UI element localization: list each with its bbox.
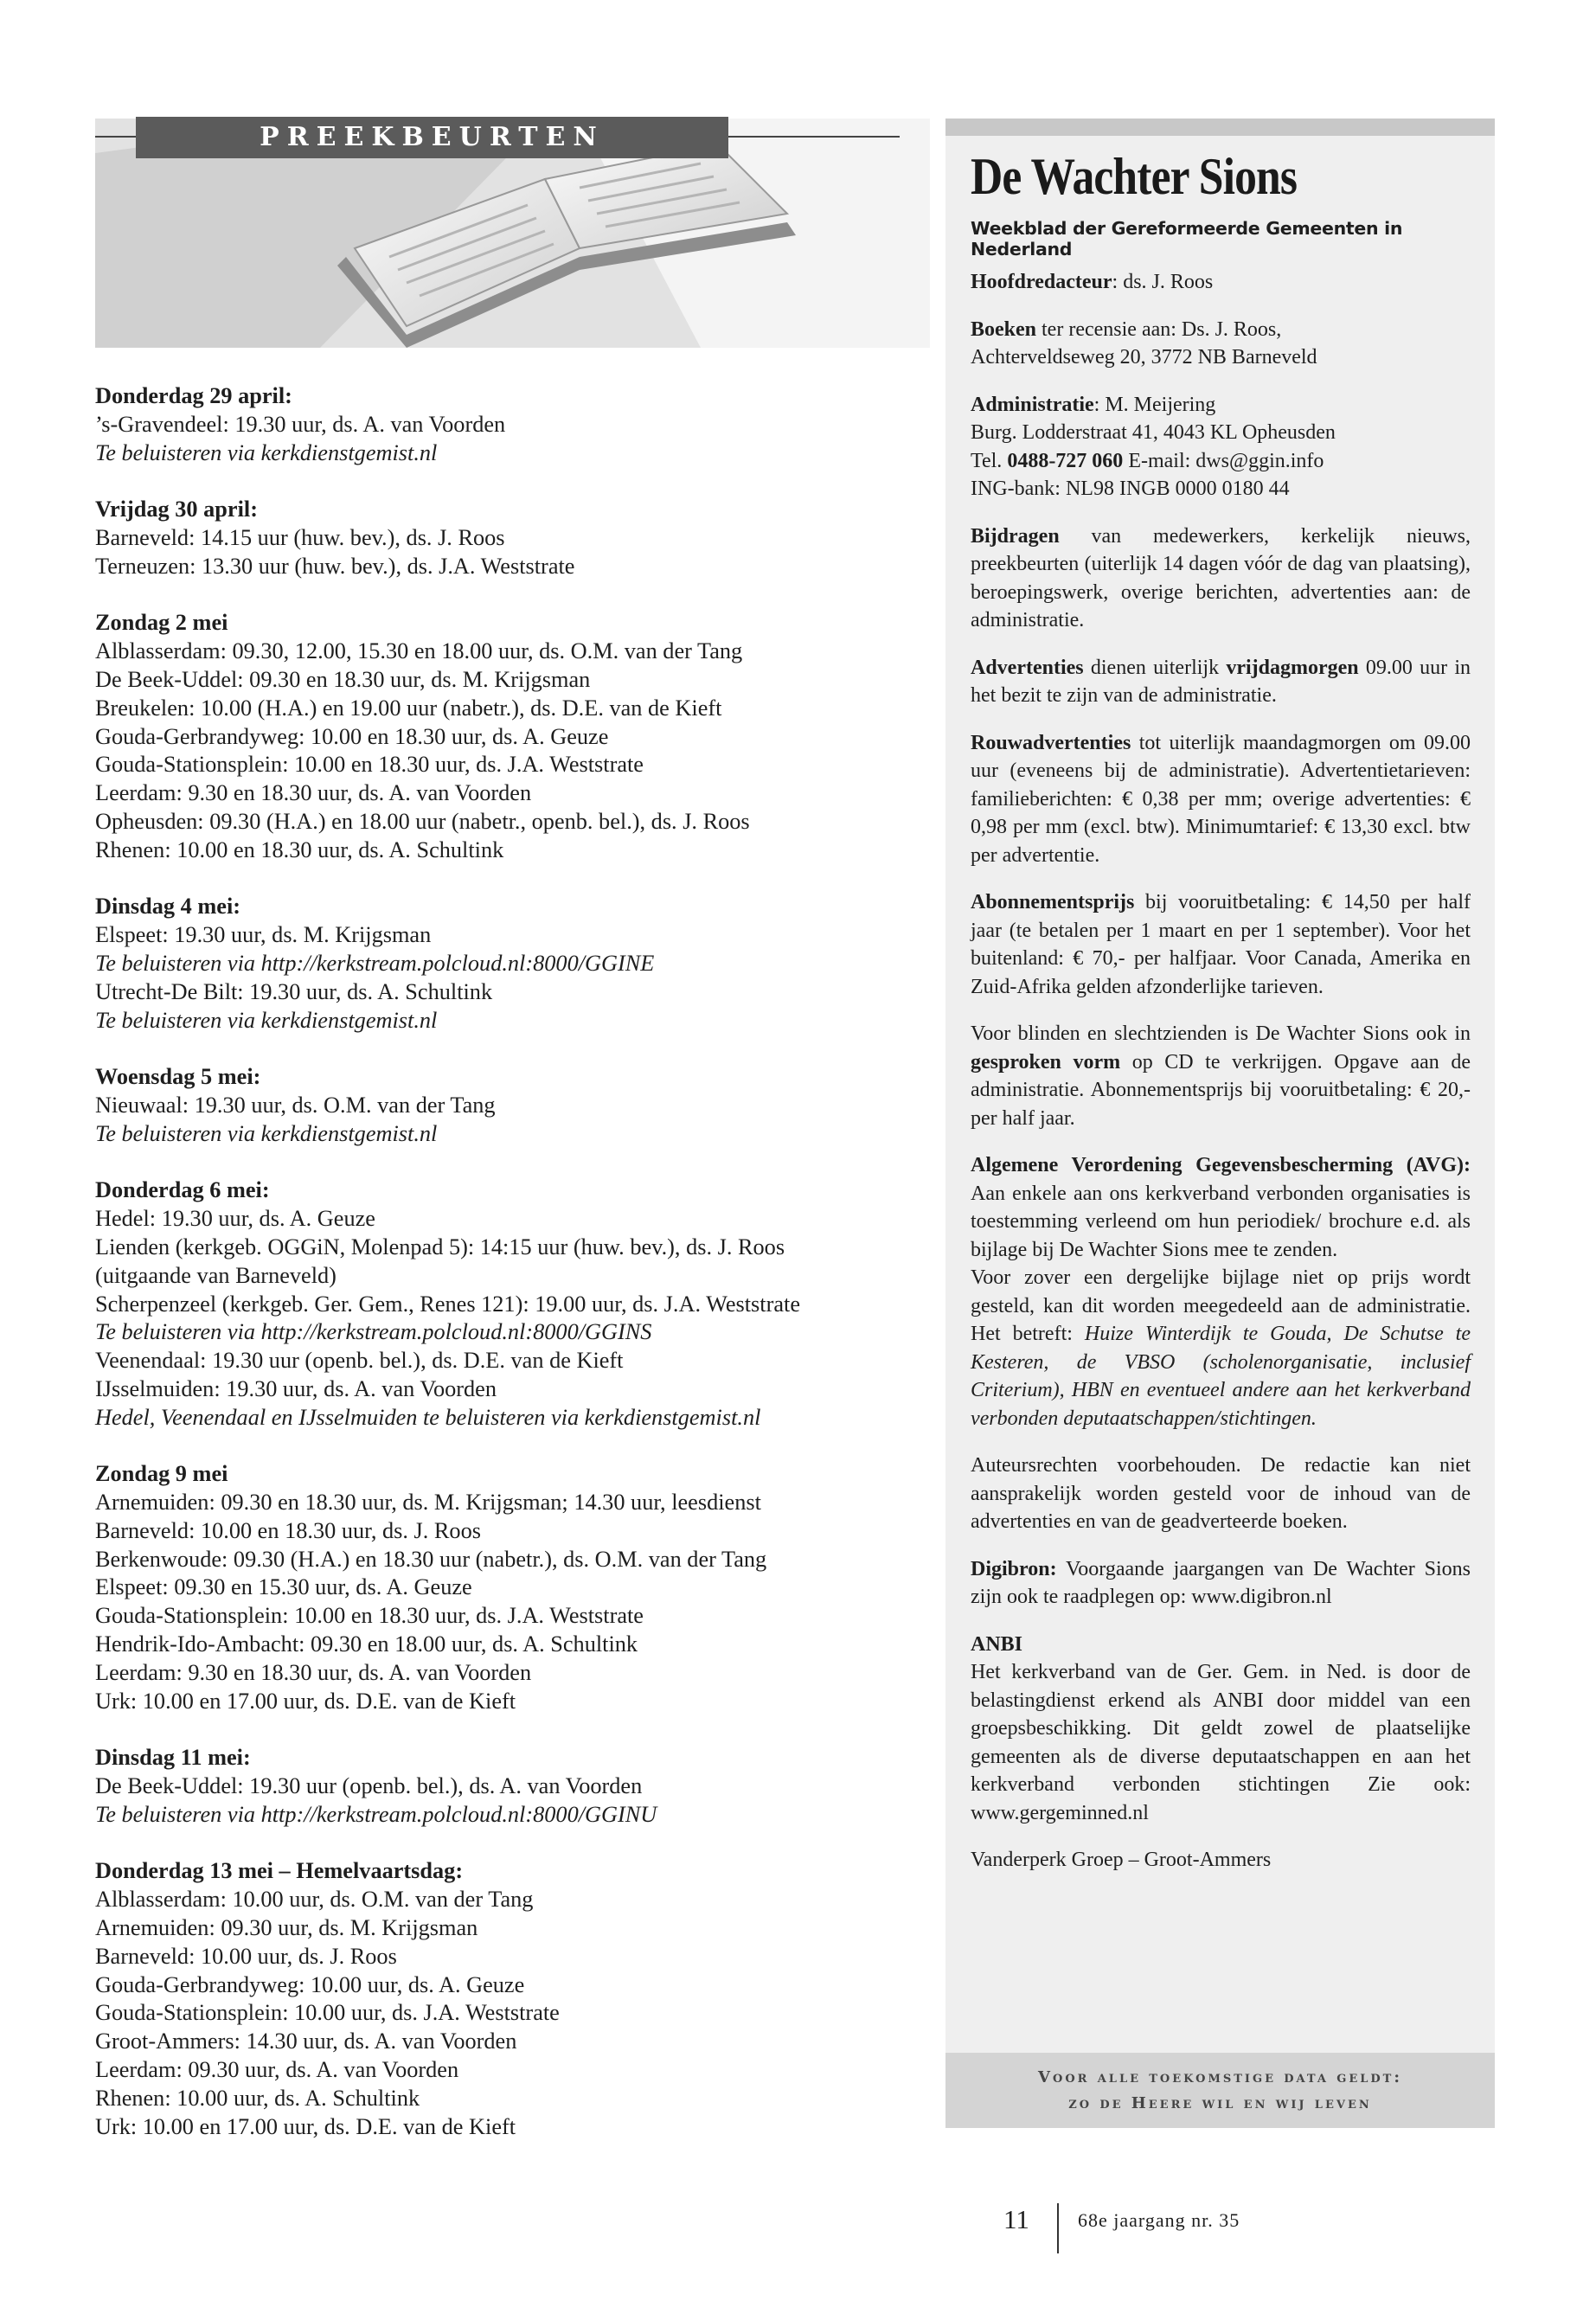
ads-label: Advertenties xyxy=(971,656,1084,679)
gdpr-label: Algemene Verordening Gegevensbescherming (AVG): xyxy=(971,1154,1471,1176)
preaching-schedule xyxy=(95,382,926,2170)
anbi-label: ANBI xyxy=(971,1632,1023,1656)
blind-bold: gesproken vorm xyxy=(971,1050,1121,1074)
editor-block xyxy=(971,268,1471,297)
day-heading: Donderdag 6 mei: xyxy=(95,1177,270,1203)
subscription-block xyxy=(971,888,1471,1001)
admin-label: Administratie xyxy=(971,393,1094,416)
schedule-day xyxy=(95,496,926,580)
day-heading: Vrijdag 30 april: xyxy=(95,497,258,522)
day-heading: Woensdag 5 mei: xyxy=(95,1064,261,1090)
schedule-day xyxy=(95,1744,926,1829)
service-entry: Gouda-Stationsplein: 10.00 uur, ds. J.A. Weststrate xyxy=(95,2000,560,2026)
service-entry: De Beek-Uddel: 19.30 uur (openb. bel.), ds. A. van Voorden xyxy=(95,1773,643,1799)
service-entry: Berkenwoude: 09.30 (H.A.) en 18.30 uur (nabetr.), ds. O.M. van der Tang xyxy=(95,1546,767,1572)
service-entry: Hedel: 19.30 uur, ds. A. Geuze xyxy=(95,1206,375,1232)
books-label: Boeken xyxy=(971,317,1037,341)
service-entry: IJsselmuiden: 19.30 uur, ds. A. van Voorden xyxy=(95,1375,497,1401)
day-heading: Zondag 2 mei xyxy=(95,610,228,636)
page-number: 11 xyxy=(1003,2204,1029,2234)
service-entry: De Beek-Uddel: 09.30 en 18.30 uur, ds. M. Krijgsman xyxy=(95,666,591,692)
schedule-day xyxy=(95,1176,926,1432)
broadcast-note: Te beluisteren via http://kerkstream.polcloud.nl:8000/GGINS xyxy=(95,1319,652,1345)
service-entry: Alblasserdam: 09.30, 12.00, 15.30 en 18.00 uur, ds. O.M. van der Tang xyxy=(95,638,743,664)
service-entry: Rhenen: 10.00 uur, ds. A. Schultink xyxy=(95,2085,420,2111)
service-entry: Elspeet: 19.30 uur, ds. M. Krijgsman xyxy=(95,922,432,948)
contrib-text: van medewerkers, kerkelijk nieuws, preekbeurten (uiterlijk 14 dagen vóór de dag van plaatsing), beroepingswerk, overige berichten, advertenties aan: de administratie. xyxy=(971,524,1471,631)
service-entry: Gouda-Gerbrandyweg: 10.00 uur, ds. A. Geuze xyxy=(95,1971,525,1997)
administration-block xyxy=(971,391,1471,503)
schedule-day xyxy=(95,609,926,864)
gdpr-text: Aan enkele aan ons kerkverband verbonden organisaties is toestemming verleend om hun periodiek/ brochure e.d. als bijlage bij De Wachter Sions mee te zenden. xyxy=(971,1182,1471,1261)
schedule-day xyxy=(95,893,926,1035)
copyright-text: Auteursrechten voorbehouden. De redactie kan niet aansprakelijk worden gesteld voor de inhoud van de advertenties en van de geadverteerde boeken. xyxy=(971,1454,1471,1533)
service-entry: Leerdam: 9.30 en 18.30 uur, ds. A. van Voorden xyxy=(95,1659,532,1685)
broadcast-note: Te beluisteren via kerkdienstgemist.nl xyxy=(95,439,438,465)
anbi-block xyxy=(971,1631,1471,1828)
service-entry: Barneveld: 10.00 uur, ds. J. Roos xyxy=(95,1943,397,1969)
service-entry: Urk: 10.00 en 17.00 uur, ds. D.E. van de Kieft xyxy=(95,2113,516,2139)
editor-value: : ds. J. Roos xyxy=(1112,271,1214,293)
books-text: ter recensie aan: Ds. J. Roos, xyxy=(1036,317,1282,341)
audio-edition-block xyxy=(971,1020,1471,1132)
service-entry: ’s-Gravendeel: 19.30 uur, ds. A. van Voorden xyxy=(95,411,506,437)
schedule-day xyxy=(95,1063,926,1148)
service-entry: Gouda-Stationsplein: 10.00 en 18.30 uur, ds. J.A. Weststrate xyxy=(95,752,644,778)
service-entry: Groot-Ammers: 14.30 uur, ds. A. van Voorden xyxy=(95,2029,517,2054)
admin-tel: 0488-727 060 xyxy=(1007,449,1124,472)
masthead-title: De Wachter Sions xyxy=(971,148,1298,205)
service-entry: Alblasserdam: 10.00 uur, ds. O.M. van der Tang xyxy=(95,1887,534,1913)
schedule-day xyxy=(95,1857,926,2141)
books-block xyxy=(971,316,1471,372)
closing-line-1: Voor alle toekomstige data geldt: xyxy=(1038,2068,1402,2086)
blind-text-2: op CD te verkrijgen. Opgave aan de administratie. Abonnementsprijs bij vooruitbetaling: € 20,- per half jaar. xyxy=(971,1050,1471,1130)
gdpr-block xyxy=(971,1151,1471,1433)
mourning-text: tot uiterlijk maandagmorgen om 09.00 uur (eveneens bij de administratie). Advertentietarieven: familieberichten: € 0,38 per mm; overige advertenties: € 0,98 per mm (excl. btw). Minimumtarief: € 13,30 excl. btw per advertentie. xyxy=(971,731,1471,867)
section-banner: PREEKBEURTEN xyxy=(136,117,728,158)
service-entry: Barneveld: 10.00 en 18.30 uur, ds. J. Roos xyxy=(95,1517,481,1543)
gdpr-organisations: Huize Winterdijk te Gouda, De Schutse te Kesteren, de VBSO (scholenorganisatie, inclusief Criterium), HBN en eventueel andere aan het kerkverband verbonden deputaatschappen/stichtingen. xyxy=(971,1323,1471,1430)
service-entry: Lienden (kerkgeb. OGGiN, Molenpad 5): 14:15 uur (huw. bev.), ds. J. Roos xyxy=(95,1234,785,1259)
day-heading: Zondag 9 mei xyxy=(95,1461,228,1487)
masthead-subtitle: Weekblad der Gereformeerde Gemeenten in Nederland xyxy=(971,218,1403,260)
closing-motto xyxy=(945,2053,1495,2128)
admin-email: E-mail: dws@ggin.info xyxy=(1123,449,1324,472)
contributions-block xyxy=(971,522,1471,635)
day-heading: Donderdag 29 april: xyxy=(95,383,292,408)
service-entry: Veenendaal: 19.30 uur (openb. bel.), ds. D.E. van de Kieft xyxy=(95,1348,624,1374)
service-entry: Barneveld: 14.15 uur (huw. bev.), ds. J. Roos xyxy=(95,524,505,550)
service-entry: Hendrik-Ido-Ambacht: 09.30 en 18.00 uur, ds. A. Schultink xyxy=(95,1631,638,1657)
subscription-label: Abonnementsprijs xyxy=(971,891,1135,913)
service-entry: Arnemuiden: 09.30 en 18.30 uur, ds. M. Krijgsman; 14.30 uur, leesdienst xyxy=(95,1490,761,1516)
ads-text-2: 09.00 uur in het bezit te zijn van de administratie. xyxy=(971,656,1471,707)
editor-label: Hoofdredacteur xyxy=(971,271,1112,293)
printer-text: Vanderperk Groep – Groot-Ammers xyxy=(971,1849,1272,1871)
ads-deadline: vrijdagmorgen xyxy=(1226,656,1359,679)
volume-info: 68e jaargang nr. 35 xyxy=(1078,2209,1240,2231)
day-heading: Dinsdag 4 mei: xyxy=(95,894,241,920)
admin-tel-prefix: Tel. xyxy=(971,449,1008,472)
admin-name: : M. Meijering xyxy=(1093,393,1216,416)
broadcast-note: Te beluisteren via kerkdienstgemist.nl xyxy=(95,1120,438,1146)
ads-text-1: dienen uiterlijk xyxy=(1083,656,1227,679)
admin-address: Burg. Lodderstraat 41, 4043 KL Opheusden xyxy=(971,421,1336,444)
service-entry: (uitgaande van Barneveld) xyxy=(95,1262,337,1288)
copyright-block xyxy=(971,1452,1471,1536)
digibron-label: Digibron: xyxy=(971,1557,1057,1580)
digibron-text: Voorgaande jaargangen van De Wachter Sions zijn ook te raadplegen op: www.digibron.nl xyxy=(971,1557,1471,1608)
service-entry: Nieuwaal: 19.30 uur, ds. O.M. van der Tang xyxy=(95,1092,496,1118)
service-entry: Leerdam: 09.30 uur, ds. A. van Voorden xyxy=(95,2057,459,2083)
broadcast-note: Hedel, Veenendaal en IJsselmuiden te beluisteren via kerkdienstgemist.nl xyxy=(95,1404,761,1430)
service-entry: Urk: 10.00 en 17.00 uur, ds. D.E. van de Kieft xyxy=(95,1688,516,1714)
panel-top-bar xyxy=(945,119,1495,136)
schedule-day xyxy=(95,1460,926,1715)
broadcast-note: Te beluisteren via http://kerkstream.polcloud.nl:8000/GGINE xyxy=(95,950,655,976)
service-entry: Rhenen: 10.00 en 18.30 uur, ds. A. Schultink xyxy=(95,836,504,862)
service-entry: Gouda-Gerbrandyweg: 10.00 en 18.30 uur, ds. A. Geuze xyxy=(95,723,609,749)
service-entry: Elspeet: 09.30 en 15.30 uur, ds. A. Geuze xyxy=(95,1574,472,1600)
broadcast-note: Te beluisteren via http://kerkstream.polcloud.nl:8000/GGINU xyxy=(95,1801,657,1827)
day-heading: Dinsdag 11 mei: xyxy=(95,1745,251,1771)
footer-rule xyxy=(1057,2203,1059,2253)
service-entry: Gouda-Stationsplein: 10.00 en 18.30 uur, ds. J.A. Weststrate xyxy=(95,1603,644,1629)
service-entry: Utrecht-De Bilt: 19.30 uur, ds. A. Schultink xyxy=(95,978,493,1004)
colophon xyxy=(971,268,1471,1894)
service-entry: Scherpenzeel (kerkgeb. Ger. Gem., Renes 121): 19.00 uur, ds. J.A. Weststrate xyxy=(95,1291,800,1317)
mourning-label: Rouwadvertenties xyxy=(971,731,1131,754)
admin-bank: ING-bank: NL98 INGB 0000 0180 44 xyxy=(971,478,1290,500)
contrib-label: Bijdragen xyxy=(971,524,1060,548)
digibron-block xyxy=(971,1555,1471,1612)
gdpr-text-2: Voor zover een dergelijke bijlage niet op prijs wordt gesteld, kan dit worden meegedeeld aan de administratie. Het betreft: xyxy=(971,1266,1471,1345)
mourning-ads-block xyxy=(971,729,1471,870)
service-entry: Terneuzen: 13.30 uur (huw. bev.), ds. J.A. Weststrate xyxy=(95,553,575,579)
printer-block xyxy=(971,1846,1471,1875)
anbi-text: Het kerkverband van de Ger. Gem. in Ned. is door de belastingdienst erkend als ANBI door middel van een groepsbeschikking. Dit geldt zowel de plaatselijke gemeenten als de diverse deputaatschappen en aan het kerkverband verbonden stichtingen Zie ook: www.gergeminned.nl xyxy=(971,1661,1471,1824)
closing-line-2: zo de Heere wil en wij leven xyxy=(1068,2094,1372,2112)
broadcast-note: Te beluisteren via kerkdienstgemist.nl xyxy=(95,1007,438,1033)
blind-text-1: Voor blinden en slechtzienden is De Wachter Sions ook in xyxy=(971,1022,1471,1045)
service-entry: Breukelen: 10.00 (H.A.) en 19.00 uur (nabetr.), ds. D.E. van de Kieft xyxy=(95,695,722,721)
books-address: Achterveldseweg 20, 3772 NB Barneveld xyxy=(971,346,1317,369)
advertisements-block xyxy=(971,654,1471,710)
service-entry: Leerdam: 9.30 en 18.30 uur, ds. A. van Voorden xyxy=(95,780,532,806)
day-heading: Donderdag 13 mei – Hemelvaartsdag: xyxy=(95,1858,464,1884)
subscription-text: bij vooruitbetaling: € 14,50 per half jaar (te betalen per 1 maart en per 1 september). Voor het buitenland: € 70,- per halfjaar. Voor Canada, Amerika en Zuid-Afrika gelden afzonderlijke tarieven. xyxy=(971,891,1471,998)
service-entry: Opheusden: 09.30 (H.A.) en 18.00 uur (nabetr., openb. bel.), ds. J. Roos xyxy=(95,808,750,834)
schedule-day xyxy=(95,382,926,467)
service-entry: Arnemuiden: 09.30 uur, ds. M. Krijgsman xyxy=(95,1915,478,1941)
